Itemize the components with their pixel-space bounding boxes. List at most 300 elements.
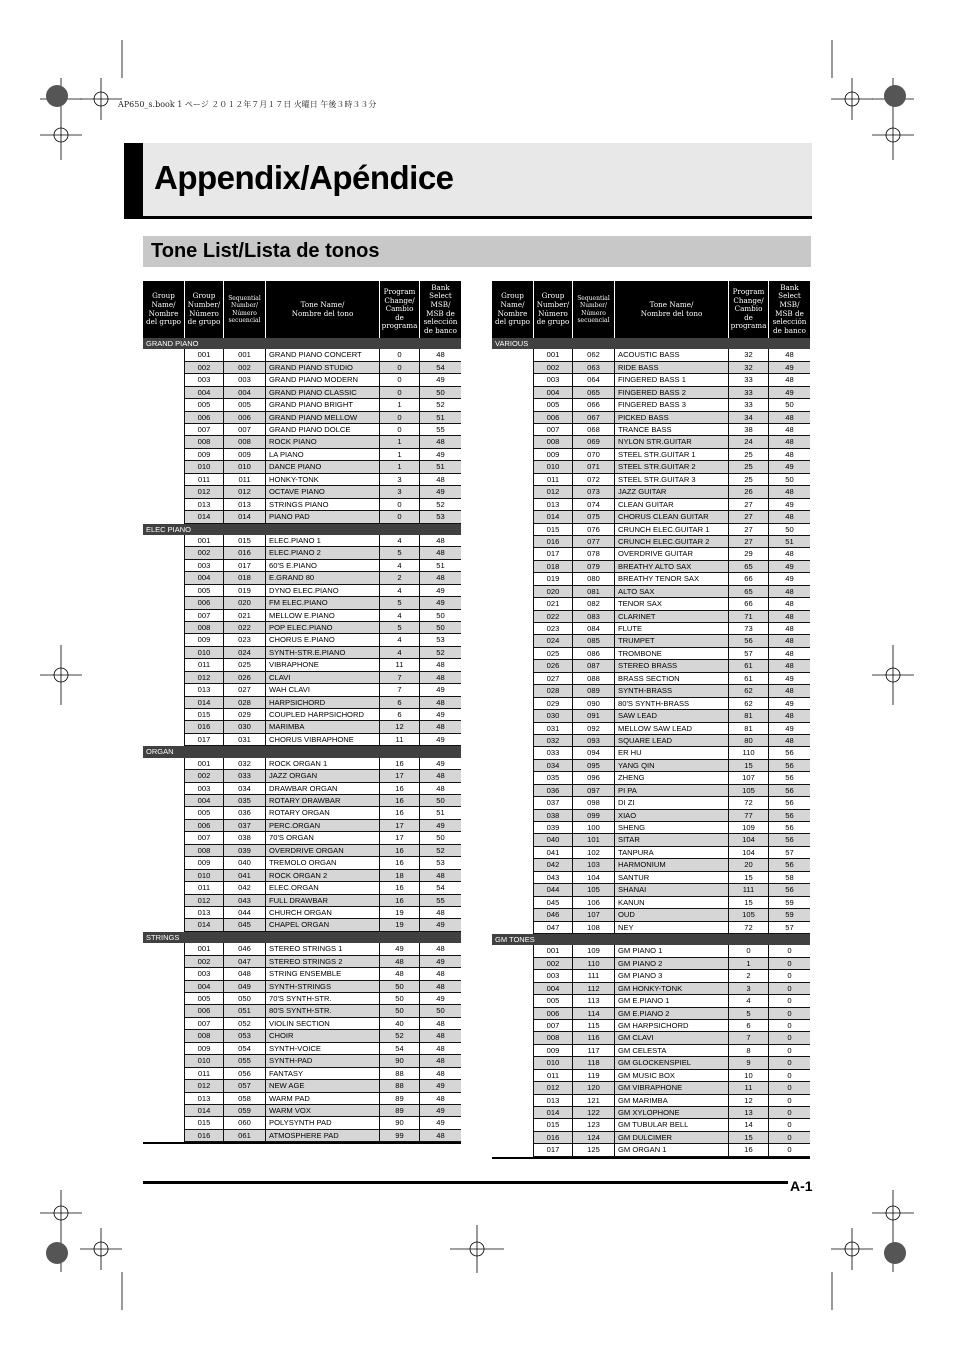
group-number-cell: 033 [534,747,573,759]
table-row [492,785,810,797]
tone-name-cell: YANG QIN [615,760,729,772]
program-change-cell: 33 [729,387,769,399]
bank-msb-cell: 56 [769,785,810,797]
group-name-cell [143,1043,185,1055]
program-change-cell: 105 [729,909,769,921]
sequential-number-cell: 032 [224,758,266,770]
sequential-number-cell: 114 [573,1008,615,1020]
tone-name-cell: ROCK PIANO [266,436,380,448]
sequential-number-cell: 036 [224,807,266,819]
sequential-number-cell: 120 [573,1082,615,1094]
group-name-cell [492,810,534,822]
table-row [492,399,810,411]
tone-table-left [143,281,461,1144]
group-number-cell: 004 [185,572,224,584]
group-name-cell [143,412,185,424]
group-number-cell: 046 [534,909,573,921]
group-name-cell [492,747,534,759]
program-change-cell: 15 [729,1132,769,1144]
group-number-cell: 010 [185,1055,224,1067]
group-number-cell: 010 [534,1057,573,1069]
group-number-cell: 002 [185,770,224,782]
group-name-cell [492,909,534,921]
group-name-cell [143,634,185,646]
tone-name-cell: SQUARE LEAD [615,735,729,747]
group-name-cell [492,660,534,672]
bank-msb-cell: 48 [769,449,810,461]
bank-msb-cell: 48 [420,968,461,980]
tone-name-cell: GM HONKY-TONK [615,983,729,995]
table-row [492,374,810,386]
group-number-cell: 034 [534,760,573,772]
sequential-number-cell: 086 [573,648,615,660]
tone-name-cell: BREATHY ALTO SAX [615,561,729,573]
bank-msb-cell: 49 [420,597,461,609]
group-number-cell: 005 [185,993,224,1005]
program-change-cell: 11 [729,1082,769,1094]
program-change-cell: 73 [729,623,769,635]
tone-name-cell: FINGERED BASS 1 [615,374,729,386]
tone-name-cell: FM ELEC.PIANO [266,597,380,609]
group-name-cell [492,847,534,859]
program-change-cell: 0 [380,374,420,386]
sequential-number-cell: 075 [573,511,615,523]
sequential-number-cell: 007 [224,424,266,436]
tone-name-cell: DYNO ELEC.PIANO [266,585,380,597]
bank-msb-cell: 50 [420,795,461,807]
sequential-number-cell: 011 [224,474,266,486]
program-change-cell: 16 [380,857,420,869]
tone-name-cell: GM CLAVI [615,1032,729,1044]
tone-name-cell: E.GRAND 80 [266,572,380,584]
tone-name-cell: CLARINET [615,611,729,623]
group-name-cell [143,820,185,832]
tone-name-cell: OVERDRIVE ORGAN [266,845,380,857]
tone-name-cell: OUD [615,909,729,921]
program-change-cell: 72 [729,922,769,934]
tone-name-cell: BRASS SECTION [615,673,729,685]
group-number-cell: 017 [534,1144,573,1156]
table-row [492,1032,810,1044]
table-row [143,919,461,931]
table-row [143,882,461,894]
tone-name-cell: HARMONIUM [615,859,729,871]
program-change-cell: 0 [729,945,769,957]
bank-msb-cell: 49 [769,499,810,511]
group-name-cell [143,1130,185,1142]
group-number-cell: 015 [534,1119,573,1131]
tone-name-cell: FLUTE [615,623,729,635]
program-change-cell: 2 [380,572,420,584]
program-change-cell: 80 [729,735,769,747]
program-change-cell: 62 [729,698,769,710]
sequential-number-cell: 095 [573,760,615,772]
sequential-number-cell: 109 [573,945,615,957]
table-row [492,635,810,647]
bank-msb-cell: 49 [769,561,810,573]
table-row [143,981,461,993]
bank-msb-cell: 59 [769,897,810,909]
bank-msb-cell: 50 [769,474,810,486]
table-row [143,721,461,733]
sequential-number-cell: 046 [224,943,266,955]
sequential-number-cell: 089 [573,685,615,697]
table-row [143,832,461,844]
sequential-number-cell: 009 [224,449,266,461]
group-number-cell: 007 [185,424,224,436]
table-row [492,449,810,461]
group-name-cell [143,1030,185,1042]
table-row [492,1020,810,1032]
group-name-cell [143,486,185,498]
bank-msb-cell: 56 [769,772,810,784]
tone-name-cell: CHURCH ORGAN [266,907,380,919]
group-name-cell [492,922,534,934]
program-change-cell: 0 [380,511,420,523]
program-change-cell: 32 [729,349,769,361]
tone-name-cell: FINGERED BASS 3 [615,399,729,411]
group-name-cell [492,374,534,386]
bank-msb-cell: 0 [769,1119,810,1131]
table-row [143,845,461,857]
sequential-number-cell: 013 [224,499,266,511]
table-row [492,1119,810,1131]
bank-msb-cell: 58 [769,872,810,884]
group-number-cell: 041 [534,847,573,859]
group-name-cell [492,1132,534,1144]
table-row [143,499,461,511]
group-name-cell [492,1144,534,1156]
group-name-cell [143,857,185,869]
group-name-cell [492,611,534,623]
column-header: Sequential Number/ Número secuencial [573,281,615,338]
sequential-number-cell: 103 [573,859,615,871]
group-number-cell: 007 [534,1020,573,1032]
tone-name-cell: DI ZI [615,797,729,809]
tone-name-cell: WAH CLAVI [266,684,380,696]
group-number-cell: 013 [185,1093,224,1105]
group-number-cell: 018 [534,561,573,573]
tone-name-cell: NEY [615,922,729,934]
group-number-cell: 009 [185,634,224,646]
bank-msb-cell: 0 [769,958,810,970]
bank-msb-cell: 49 [420,993,461,1005]
program-change-cell: 81 [729,710,769,722]
group-name-cell [492,561,534,573]
program-change-cell: 0 [380,349,420,361]
group-name-cell [492,884,534,896]
group-name-cell [492,349,534,361]
table-bottom-rule [492,1157,810,1159]
table-row [143,870,461,882]
sequential-number-cell: 069 [573,436,615,448]
sequential-number-cell: 004 [224,387,266,399]
bank-msb-cell: 48 [769,710,810,722]
tone-name-cell: GM VIBRAPHONE [615,1082,729,1094]
group-name-cell [492,859,534,871]
group-name-cell [492,1070,534,1082]
group-name-cell [492,486,534,498]
group-name-cell [143,758,185,770]
sequential-number-cell: 021 [224,610,266,622]
bank-msb-cell: 0 [769,1132,810,1144]
table-row [143,424,461,436]
tone-name-cell: CHORUS VIBRAPHONE [266,734,380,746]
group-number-cell: 006 [185,597,224,609]
sequential-number-cell: 107 [573,909,615,921]
group-number-cell: 014 [185,511,224,523]
program-change-cell: 25 [729,449,769,461]
group-name-cell [143,845,185,857]
group-number-cell: 011 [185,1068,224,1080]
sequential-number-cell: 061 [224,1130,266,1142]
tone-name-cell: GM HARPSICHORD [615,1020,729,1032]
group-number-cell: 003 [534,374,573,386]
program-change-cell: 54 [380,1043,420,1055]
table-header [143,281,461,338]
group-number-cell: 003 [534,970,573,982]
group-name-cell [492,834,534,846]
group-name-cell [492,1032,534,1044]
bank-msb-cell: 50 [769,524,810,536]
group-number-cell: 014 [185,697,224,709]
sequential-number-cell: 100 [573,822,615,834]
group-number-cell: 012 [185,486,224,498]
group-name-cell [492,1057,534,1069]
tone-name-cell: STEREO STRINGS 1 [266,943,380,955]
group-number-cell: 006 [185,1005,224,1017]
bank-msb-cell: 0 [769,1070,810,1082]
sequential-number-cell: 017 [224,560,266,572]
group-number-cell: 008 [534,1032,573,1044]
bank-msb-cell: 48 [769,349,810,361]
bank-msb-cell: 56 [769,747,810,759]
table-row [492,561,810,573]
sequential-number-cell: 015 [224,535,266,547]
group-number-cell: 007 [185,832,224,844]
tone-name-cell: SYNTH-BRASS [615,685,729,697]
program-change-cell: 11 [380,659,420,671]
table-row [492,698,810,710]
sequential-number-cell: 014 [224,511,266,523]
group-name-cell [143,981,185,993]
group-number-cell: 008 [534,436,573,448]
bank-msb-cell: 50 [420,622,461,634]
program-change-cell: 48 [380,968,420,980]
program-change-cell: 99 [380,1130,420,1142]
tone-name-cell: GM E.PIANO 2 [615,1008,729,1020]
bank-msb-cell: 48 [769,660,810,672]
sequential-number-cell: 068 [573,424,615,436]
group-number-cell: 044 [534,884,573,896]
program-change-cell: 48 [380,956,420,968]
bank-msb-cell: 53 [420,511,461,523]
table-row [143,560,461,572]
group-name-cell [143,349,185,361]
group-name-cell [492,1107,534,1119]
bank-msb-cell: 49 [420,1080,461,1092]
program-change-cell: 0 [380,387,420,399]
sequential-number-cell: 054 [224,1043,266,1055]
bank-msb-cell: 49 [420,449,461,461]
group-number-cell: 012 [185,672,224,684]
bank-msb-cell: 48 [769,374,810,386]
tone-name-cell: ROTARY DRAWBAR [266,795,380,807]
tone-name-cell: SANTUR [615,872,729,884]
program-change-cell: 109 [729,822,769,834]
table-row [492,1082,810,1094]
group-number-cell: 024 [534,635,573,647]
table-row [492,387,810,399]
group-name-cell [143,684,185,696]
bank-msb-cell: 49 [769,387,810,399]
program-change-cell: 105 [729,785,769,797]
tone-name-cell: GM PIANO 1 [615,945,729,957]
table-row [492,735,810,747]
program-change-cell: 16 [380,807,420,819]
table-row [143,697,461,709]
program-change-cell: 16 [380,783,420,795]
program-change-cell: 5 [380,597,420,609]
group-number-cell: 023 [534,623,573,635]
tone-name-cell: OCTAVE PIANO [266,486,380,498]
sequential-number-cell: 104 [573,872,615,884]
tone-name-cell: WARM VOX [266,1105,380,1117]
tone-name-cell: STEREO STRINGS 2 [266,956,380,968]
table-row [492,958,810,970]
table-row [492,897,810,909]
column-header: Group Number/ Número de grupo [534,281,573,338]
group-number-cell: 011 [185,882,224,894]
column-header: Bank Select MSB/ MSB de selección de banco [772,282,807,335]
table-row [492,524,810,536]
group-header: ELEC PIANO [143,524,461,535]
group-name-cell [143,1018,185,1030]
tone-name-cell: KANUN [615,897,729,909]
bank-msb-cell: 51 [420,461,461,473]
tone-name-cell: GRAND PIANO MODERN [266,374,380,386]
tone-name-cell: XIAO [615,810,729,822]
sequential-number-cell: 033 [224,770,266,782]
bank-msb-cell: 0 [769,1082,810,1094]
sequential-number-cell: 099 [573,810,615,822]
group-name-cell [143,1055,185,1067]
bank-msb-cell: 52 [420,845,461,857]
table-row [143,547,461,559]
group-number-cell: 002 [185,956,224,968]
bank-msb-cell: 48 [769,586,810,598]
program-change-cell: 19 [380,919,420,931]
sequential-number-cell: 117 [573,1045,615,1057]
tone-name-cell: VIBRAPHONE [266,659,380,671]
tone-name-cell: CHORUS E.PIANO [266,634,380,646]
table-row [492,1057,810,1069]
group-name-cell [143,436,185,448]
group-number-cell: 003 [185,374,224,386]
column-header: Bank Select MSB/ MSB de selección de banco [423,282,458,335]
table-row [492,660,810,672]
bank-msb-cell: 56 [769,797,810,809]
program-change-cell: 17 [380,832,420,844]
group-name-cell [492,897,534,909]
bank-msb-cell: 0 [769,1095,810,1107]
tone-name-cell: 80'S SYNTH-STR. [266,1005,380,1017]
tone-name-cell: VIOLIN SECTION [266,1018,380,1030]
sequential-number-cell: 043 [224,895,266,907]
program-change-cell: 77 [729,810,769,822]
group-number-cell: 014 [185,919,224,931]
group-name-cell [143,919,185,931]
group-name-cell [143,585,185,597]
table-row [492,412,810,424]
bank-msb-cell: 56 [769,884,810,896]
program-change-cell: 3 [380,486,420,498]
table-row [492,424,810,436]
group-number-cell: 012 [185,895,224,907]
sequential-number-cell: 102 [573,847,615,859]
bank-msb-cell: 0 [769,1107,810,1119]
program-change-cell: 88 [380,1080,420,1092]
group-name-cell [492,1119,534,1131]
table-row [492,909,810,921]
program-change-cell: 32 [729,362,769,374]
sequential-number-cell: 123 [573,1119,615,1131]
group-name-cell [143,362,185,374]
sequential-number-cell: 035 [224,795,266,807]
group-name-cell [143,535,185,547]
program-change-cell: 104 [729,847,769,859]
bank-msb-cell: 49 [420,1105,461,1117]
group-number-cell: 009 [185,449,224,461]
program-change-cell: 4 [380,647,420,659]
group-name-cell [492,958,534,970]
table-row [143,449,461,461]
group-number-cell: 004 [534,983,573,995]
group-number-cell: 003 [185,560,224,572]
table-row [492,1144,810,1156]
appendix-title-band [124,143,812,219]
group-name-cell [492,623,534,635]
sequential-number-cell: 056 [224,1068,266,1080]
group-number-cell: 005 [534,399,573,411]
table-row [492,499,810,511]
tone-name-cell: GM GLOCKENSPIEL [615,1057,729,1069]
tone-name-cell: TREMOLO ORGAN [266,857,380,869]
program-change-cell: 1 [380,461,420,473]
bank-msb-cell: 48 [420,1068,461,1080]
group-name-cell [143,832,185,844]
sequential-number-cell: 031 [224,734,266,746]
tone-name-cell: OVERDRIVE GUITAR [615,548,729,560]
sequential-number-cell: 039 [224,845,266,857]
group-name-cell [492,362,534,374]
program-change-cell: 107 [729,772,769,784]
sequential-number-cell: 076 [573,524,615,536]
group-name-cell [143,672,185,684]
program-change-cell: 4 [729,995,769,1007]
tone-name-cell: CHORUS CLEAN GUITAR [615,511,729,523]
group-name-cell [492,648,534,660]
tone-name-cell: GM PIANO 3 [615,970,729,982]
bank-msb-cell: 0 [769,1008,810,1020]
tone-name-cell: GM TUBULAR BELL [615,1119,729,1131]
program-change-cell: 12 [729,1095,769,1107]
table-row [492,723,810,735]
bank-msb-cell: 56 [769,834,810,846]
group-number-cell: 011 [185,659,224,671]
tone-name-cell: ROCK ORGAN 1 [266,758,380,770]
group-number-cell: 009 [534,1045,573,1057]
